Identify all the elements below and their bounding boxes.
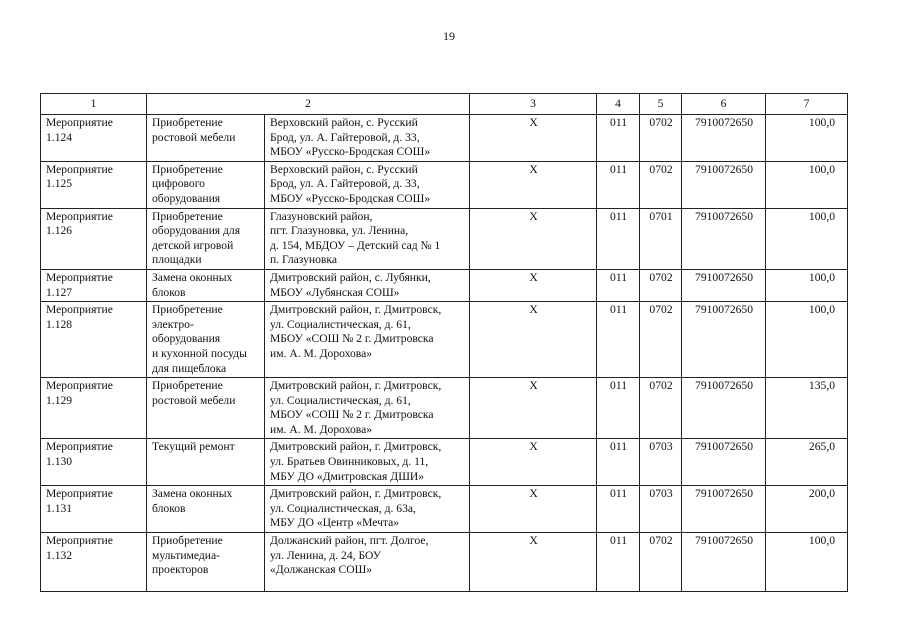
- event-id-cell: [41, 439, 147, 486]
- address-cell-line: ул. Братьев Овинниковых, д. 11,: [270, 455, 429, 469]
- table-row: [41, 208, 848, 269]
- address-cell-line: Глазуновский район,: [270, 209, 373, 223]
- event-id-cell: [41, 533, 147, 592]
- col6-cell: 7910072650: [682, 439, 766, 486]
- event-name-cell-line: Приобретение: [152, 534, 223, 548]
- address-cell-line: Дмитровский район, г. Дмитровск,: [270, 379, 442, 393]
- event-name-cell-line: ростовой мебели: [152, 130, 236, 144]
- event-name-cell: [147, 439, 265, 486]
- col5-cell: 0703: [640, 439, 682, 486]
- event-id-cell-line: 1.130: [46, 455, 73, 469]
- header-col-3: 3: [470, 94, 597, 115]
- col4-cell: 011: [597, 269, 640, 301]
- col7-cell: 265,0: [766, 439, 848, 486]
- col3-cell: X: [470, 302, 597, 378]
- event-id-cell: [41, 115, 147, 162]
- col7-cell: 100,0: [766, 115, 848, 162]
- event-id-cell-line: 1.125: [46, 177, 73, 191]
- event-id-cell-line: Мероприятие: [46, 162, 113, 176]
- address-cell-line: д. 154, МБДОУ – Детский сад № 1: [270, 238, 441, 252]
- event-name-cell-line: оборудования: [152, 332, 221, 346]
- event-id-cell-line: 1.127: [46, 285, 73, 299]
- col4-cell: 011: [597, 115, 640, 162]
- col5-cell: 0703: [640, 486, 682, 533]
- address-cell: [265, 302, 470, 378]
- col4-cell: 011: [597, 302, 640, 378]
- address-cell-line: МБОУ «Русско-Бродская СОШ»: [270, 191, 431, 205]
- header-col-5: 5: [640, 94, 682, 115]
- event-id-cell-line: 1.124: [46, 130, 73, 144]
- col5-cell: 0702: [640, 115, 682, 162]
- event-name-cell: [147, 208, 265, 269]
- event-id-cell-line: Мероприятие: [46, 440, 113, 454]
- event-name-cell: [147, 378, 265, 439]
- table-row: [41, 115, 848, 162]
- table-row: [41, 533, 848, 592]
- table-row: [41, 486, 848, 533]
- event-name-cell-line: Приобретение: [152, 162, 223, 176]
- col6-cell: 7910072650: [682, 115, 766, 162]
- event-name-cell-line: для пищеблока: [152, 361, 227, 375]
- event-id-cell-line: Мероприятие: [46, 379, 113, 393]
- header-col-2: 2: [147, 94, 470, 115]
- col6-cell: 7910072650: [682, 486, 766, 533]
- event-name-cell-line: блоков: [152, 501, 186, 515]
- event-name-cell-line: детской игровой: [152, 238, 234, 252]
- col6-cell: 7910072650: [682, 269, 766, 301]
- event-name-cell-line: Приобретение: [152, 303, 223, 317]
- address-cell-line: ул. Социалистическая, д. 61,: [270, 317, 411, 331]
- col5-cell: 0702: [640, 161, 682, 208]
- address-cell-line: Дмитровский район, г. Дмитровск,: [270, 440, 442, 454]
- event-name-cell-line: цифрового: [152, 177, 205, 191]
- col7-cell: 200,0: [766, 486, 848, 533]
- event-id-cell-line: Мероприятие: [46, 209, 113, 223]
- address-cell: [265, 269, 470, 301]
- col7-cell: 100,0: [766, 269, 848, 301]
- address-cell-line: ул. Социалистическая, д. 61,: [270, 393, 411, 407]
- table-row: [41, 269, 848, 301]
- address-cell: [265, 208, 470, 269]
- col5-cell: 0702: [640, 378, 682, 439]
- event-name-cell-line: Замена оконных: [152, 487, 233, 501]
- address-cell-line: пгт. Глазуновка, ул. Ленина,: [270, 224, 409, 238]
- col7-cell: 100,0: [766, 533, 848, 592]
- address-cell: [265, 533, 470, 592]
- address-cell: [265, 378, 470, 439]
- col6-cell: 7910072650: [682, 378, 766, 439]
- col7-cell: 135,0: [766, 378, 848, 439]
- event-name-cell-line: и кухонной посуды: [152, 346, 247, 360]
- header-row: [41, 94, 848, 115]
- address-cell-line: Дмитровский район, с. Лубянки,: [270, 270, 431, 284]
- address-cell: [265, 439, 470, 486]
- event-name-cell-line: ростовой мебели: [152, 393, 236, 407]
- table-row: [41, 378, 848, 439]
- event-name-cell: [147, 486, 265, 533]
- event-id-cell: [41, 378, 147, 439]
- col6-cell: 7910072650: [682, 208, 766, 269]
- col5-cell: 0702: [640, 269, 682, 301]
- col4-cell: 011: [597, 486, 640, 533]
- event-name-cell-line: Приобретение: [152, 379, 223, 393]
- event-name-cell: [147, 533, 265, 592]
- col4-cell: 011: [597, 533, 640, 592]
- event-id-cell-line: 1.129: [46, 393, 73, 407]
- col3-cell: X: [470, 439, 597, 486]
- event-name-cell: [147, 302, 265, 378]
- col4-cell: 011: [597, 439, 640, 486]
- event-name-cell-line: мультимедиа-: [152, 548, 220, 562]
- col4-cell: 011: [597, 161, 640, 208]
- event-id-cell: [41, 161, 147, 208]
- table-row: [41, 161, 848, 208]
- col3-cell: X: [470, 269, 597, 301]
- event-id-cell-line: Мероприятие: [46, 534, 113, 548]
- address-cell-line: МБУ ДО «Дмитровская ДШИ»: [270, 469, 425, 483]
- address-cell-line: Брод, ул. А. Гайтеровой, д. 33,: [270, 177, 420, 191]
- event-id-cell: [41, 208, 147, 269]
- event-name-cell-line: Замена оконных: [152, 270, 233, 284]
- event-id-cell-line: Мероприятие: [46, 116, 113, 129]
- event-id-cell-line: 1.128: [46, 317, 73, 331]
- page-number: 19: [443, 29, 455, 43]
- event-id-cell: [41, 269, 147, 301]
- address-cell-line: ул. Социалистическая, д. 63а,: [270, 501, 416, 515]
- col3-cell: X: [470, 161, 597, 208]
- event-id-cell: [41, 302, 147, 378]
- address-cell-line: Брод, ул. А. Гайтеровой, д. 33,: [270, 130, 420, 144]
- address-cell-line: МБОУ «СОШ № 2 г. Дмитровска: [270, 332, 434, 346]
- address-cell-line: МБОУ «Русско-Бродская СОШ»: [270, 145, 431, 159]
- event-name-cell-line: площадки: [152, 253, 202, 267]
- address-cell-line: «Должанская СОШ»: [270, 563, 373, 577]
- event-id-cell-line: Мероприятие: [46, 270, 113, 284]
- event-id-cell-line: 1.126: [46, 224, 73, 238]
- event-id-cell: [41, 486, 147, 533]
- address-cell: [265, 486, 470, 533]
- event-id-cell-line: Мероприятие: [46, 303, 113, 317]
- address-cell-line: Дмитровский район, г. Дмитровск,: [270, 303, 442, 317]
- address-cell-line: им. А. М. Дорохова»: [270, 422, 373, 436]
- col6-cell: 7910072650: [682, 302, 766, 378]
- event-name-cell-line: Приобретение: [152, 116, 223, 129]
- col7-cell: 100,0: [766, 208, 848, 269]
- address-cell: [265, 115, 470, 162]
- col3-cell: X: [470, 533, 597, 592]
- event-name-cell-line: оборудования: [152, 191, 221, 205]
- event-id-cell-line: Мероприятие: [46, 487, 113, 501]
- event-name-cell: [147, 161, 265, 208]
- event-name-cell-line: оборудования для: [152, 224, 241, 238]
- event-id-cell-line: 1.132: [46, 548, 73, 562]
- col6-cell: 7910072650: [682, 533, 766, 592]
- address-cell-line: МБОУ «СОШ № 2 г. Дмитровска: [270, 408, 434, 422]
- event-name-cell-line: Текущий ремонт: [152, 440, 235, 454]
- event-name-cell-line: блоков: [152, 285, 186, 299]
- col4-cell: 011: [597, 378, 640, 439]
- address-cell-line: МБУ ДО «Центр «Мечта»: [270, 516, 400, 530]
- col7-cell: 100,0: [766, 302, 848, 378]
- address-cell: [265, 161, 470, 208]
- address-cell-line: Дмитровский район, г. Дмитровск,: [270, 487, 442, 501]
- event-name-cell: [147, 115, 265, 162]
- col7-cell: 100,0: [766, 161, 848, 208]
- col6-cell: 7910072650: [682, 161, 766, 208]
- budget-table: [40, 93, 848, 592]
- event-name-cell-line: проекторов: [152, 563, 209, 577]
- header-col-4: 4: [597, 94, 640, 115]
- event-name-cell-line: Приобретение: [152, 209, 223, 223]
- col3-cell: X: [470, 208, 597, 269]
- event-name-cell-line: электро-: [152, 317, 194, 331]
- address-cell-line: ул. Ленина, д. 24, БОУ: [270, 548, 381, 562]
- address-cell-line: им. А. М. Дорохова»: [270, 346, 373, 360]
- address-cell-line: МБОУ «Лубянская СОШ»: [270, 285, 400, 299]
- event-id-cell-line: 1.131: [46, 501, 73, 515]
- col5-cell: 0702: [640, 302, 682, 378]
- col3-cell: X: [470, 486, 597, 533]
- header-col-1: 1: [41, 94, 147, 115]
- table-row: [41, 439, 848, 486]
- col5-cell: 0702: [640, 533, 682, 592]
- address-cell-line: Верховский район, с. Русский: [270, 162, 418, 176]
- event-name-cell: [147, 269, 265, 301]
- col3-cell: X: [470, 115, 597, 162]
- address-cell-line: п. Глазуновка: [270, 253, 337, 267]
- table-row: [41, 302, 848, 378]
- col5-cell: 0701: [640, 208, 682, 269]
- address-cell-line: Верховский район, с. Русский: [270, 116, 418, 129]
- header-col-7: 7: [766, 94, 848, 115]
- header-col-6: 6: [682, 94, 766, 115]
- col4-cell: 011: [597, 208, 640, 269]
- address-cell-line: Должанский район, пгт. Долгое,: [270, 534, 429, 548]
- col3-cell: X: [470, 378, 597, 439]
